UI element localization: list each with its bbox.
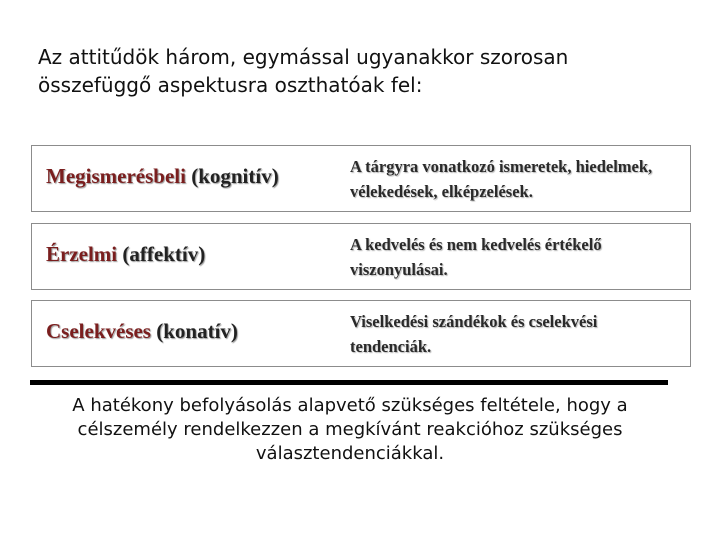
- intro-text: Az attitűdök három, egymással ugyanakkor szorosan összefüggő aspektusra oszthatóak fel:: [38, 45, 569, 97]
- conclusion-text: A hatékony befolyásolás alapvető szükséges feltétele, hogy a célszemély rendelkezzen a megkívánt reakcióhoz szükséges választendenciákkal.: [72, 395, 628, 464]
- divider-rule: [30, 380, 668, 385]
- aspect-row-affective: [31, 223, 691, 290]
- aspect-term-label: (konatív): [156, 319, 238, 343]
- aspect-description: Viselkedési szándékok és cselekvési tendenciák.: [350, 312, 598, 356]
- aspect-description: A tárgyra vonatkozó ismeretek, hiedelmek, vélekedések, elképzelések.: [350, 157, 653, 201]
- aspect-term-name: Cselekvéses: [46, 319, 151, 343]
- aspect-term: [46, 319, 238, 344]
- aspect-term: [46, 242, 205, 267]
- aspect-row-cognitive: [31, 145, 691, 212]
- aspect-description: A kedvelés és nem kedvelés értékelő viszonyulásai.: [350, 235, 602, 279]
- aspect-term-name: Megismerésbeli: [46, 164, 186, 188]
- aspect-term-name: Érzelmi: [46, 242, 118, 266]
- aspect-term-label: (affektív): [122, 242, 206, 266]
- aspect-term-label: (kognitív): [191, 164, 279, 188]
- aspect-term: [46, 164, 279, 189]
- aspect-row-conative: [31, 300, 691, 367]
